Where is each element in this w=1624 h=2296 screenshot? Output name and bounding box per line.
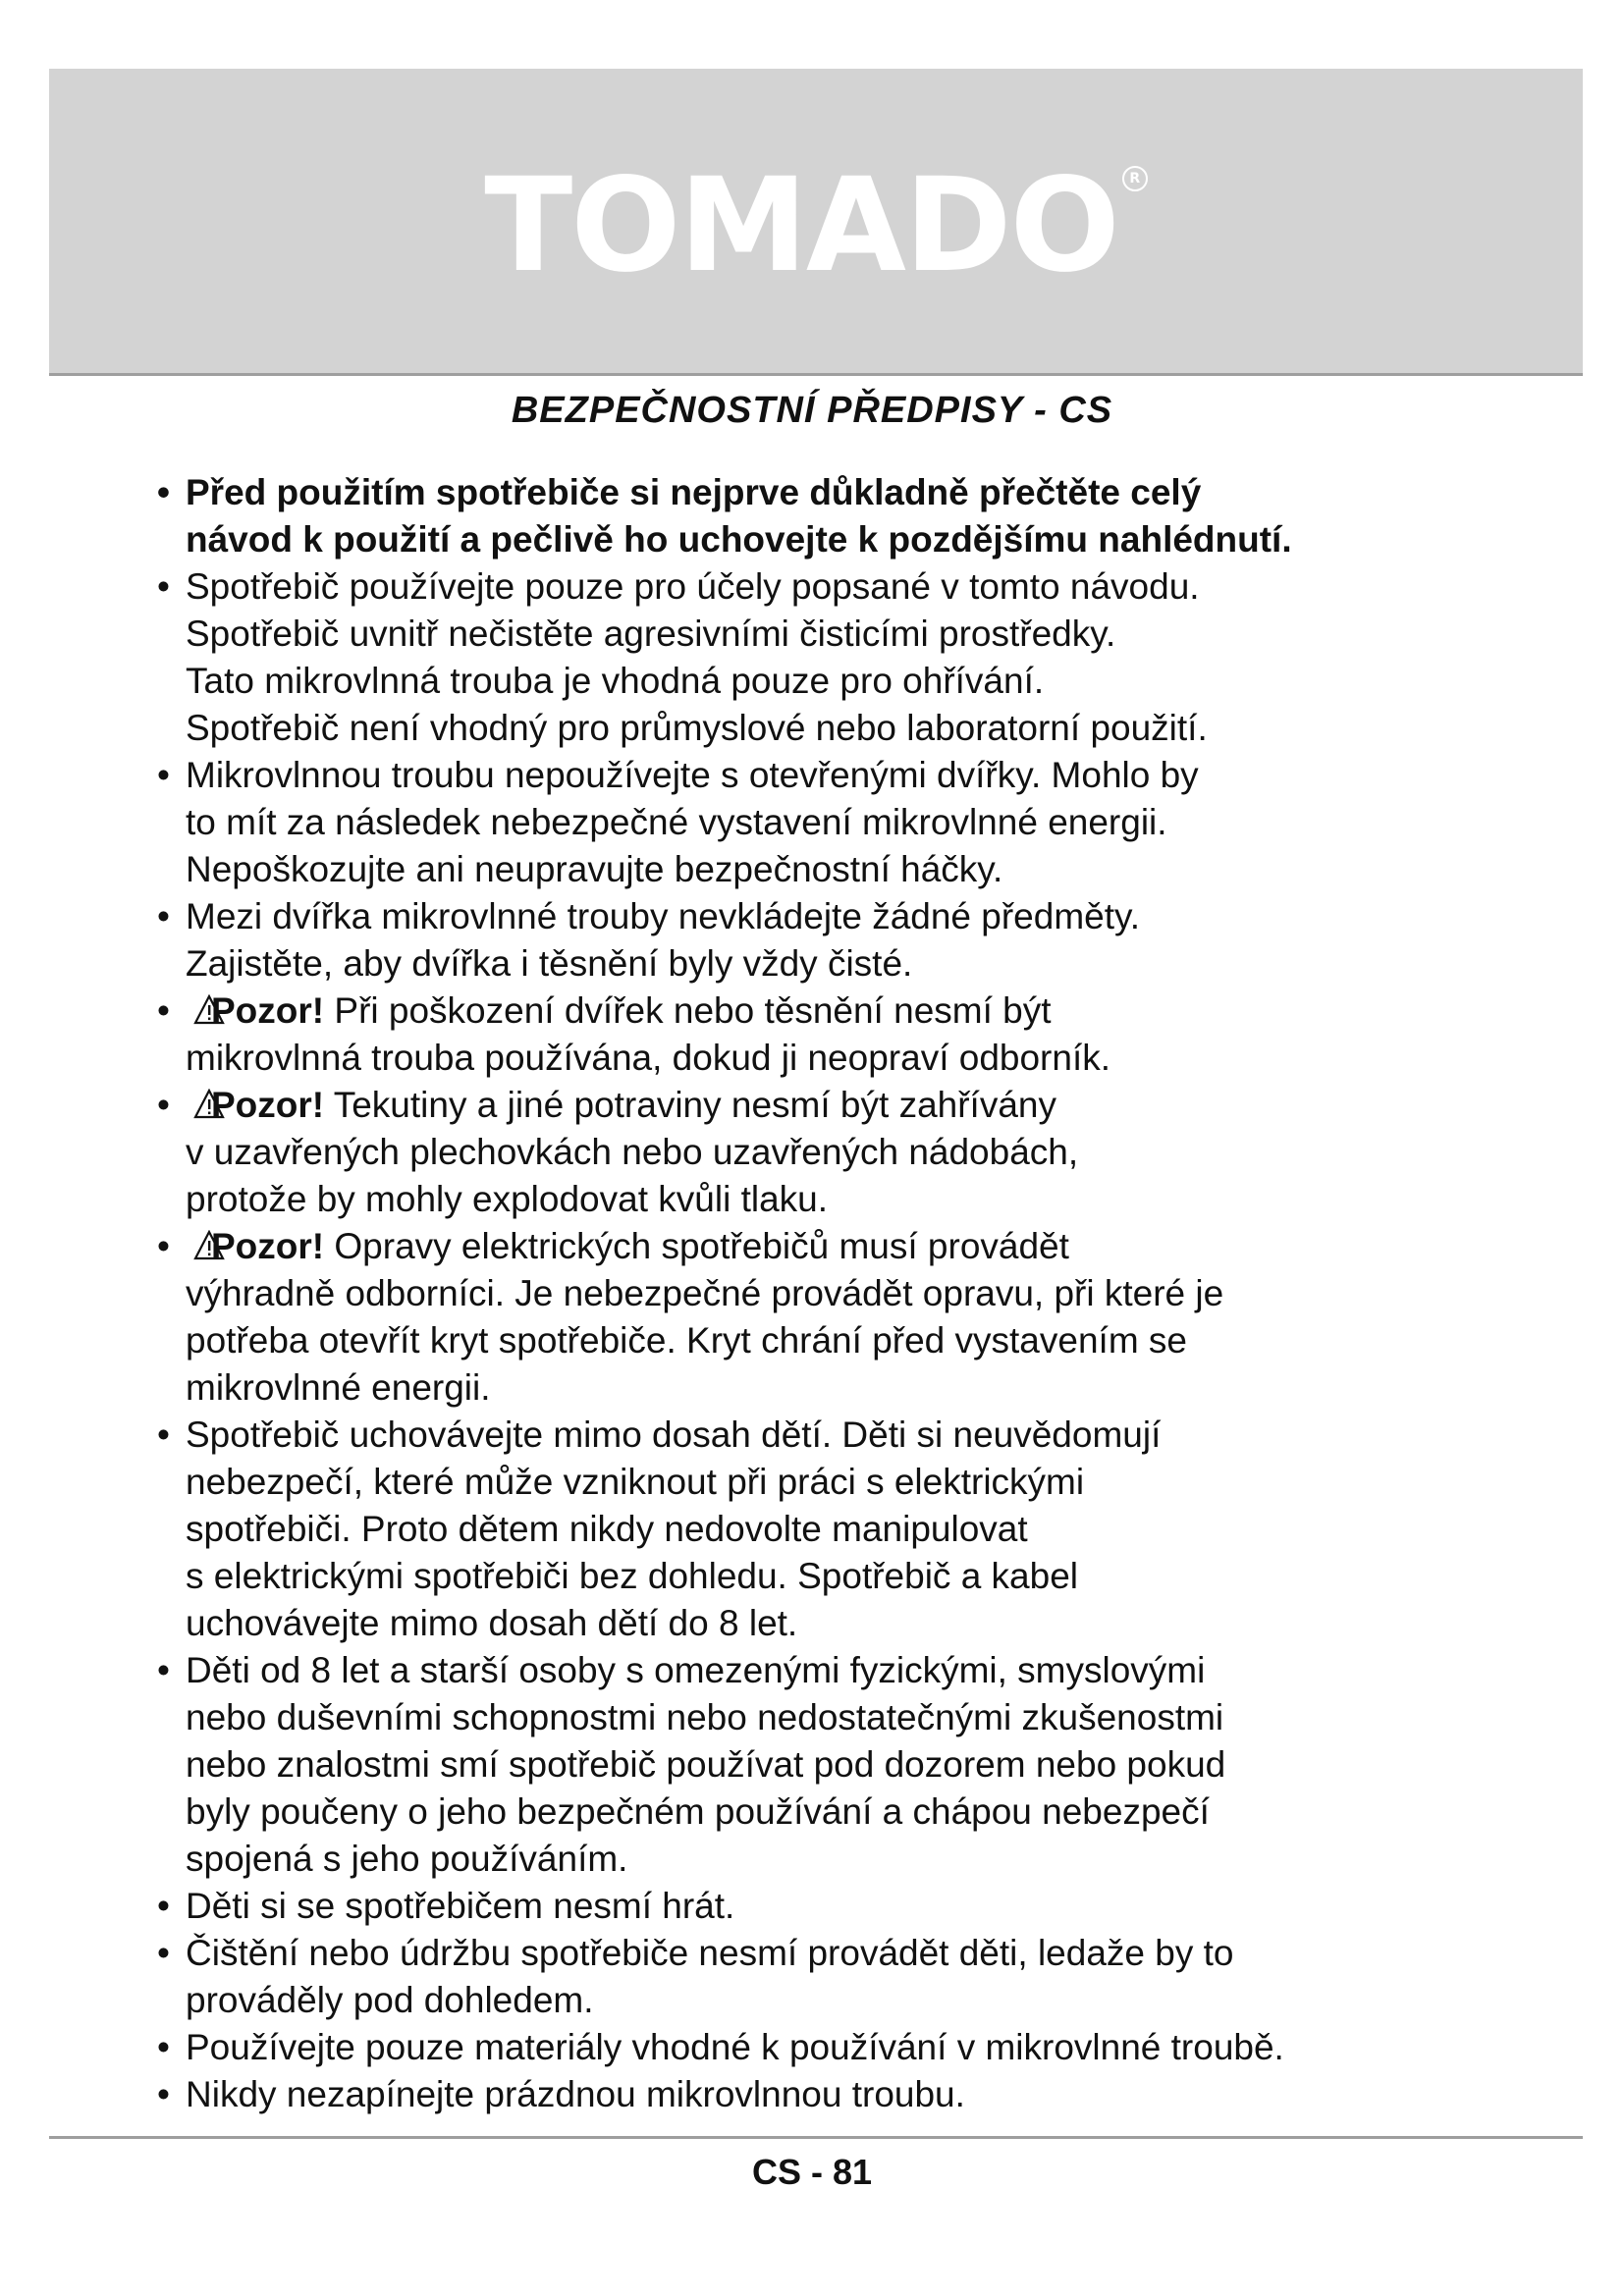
item-line: v uzavřených plechovkách nebo uzavřených nádobách, (186, 1132, 1079, 1172)
list-item (157, 469, 1532, 563)
bullet: • (157, 1650, 170, 1690)
list-item (157, 752, 1532, 893)
item-line: Zajistěte, aby dvířka i těsnění byly vždy čisté. (186, 943, 913, 984)
warning-list-item (157, 1223, 1532, 1412)
item-line: byly poučeny o jeho bezpečném používání a chápou nebezpečí (186, 1791, 1210, 1832)
item-line: prováděly pod dohledem. (186, 1980, 594, 2020)
brand-logo (49, 152, 1583, 299)
bullet: • (157, 1085, 170, 1125)
bullet: • (157, 472, 170, 512)
item-text: Při poškození dvířek nebo těsnění nesmí být (334, 990, 1052, 1031)
item-first-line (186, 1223, 1532, 1270)
item-line: nebo znalostmi smí spotřebič používat pod dozorem nebo pokud (186, 1744, 1226, 1785)
list-item (157, 2024, 1532, 2071)
warning-list-item (157, 988, 1532, 1082)
item-line: spotřebiči. Proto dětem nikdy nedovolte manipulovat (186, 1509, 1028, 1549)
item-line: s elektrickými spotřebiči bez dohledu. Spotřebič a kabel (186, 1556, 1079, 1596)
item-line: mikrovlnná trouba používána, dokud ji neopraví odborník. (186, 1038, 1111, 1078)
item-line: potřeba otevřít kryt spotřebiče. Kryt chrání před vystavením se (186, 1320, 1187, 1361)
warning-label: Pozor! (211, 1085, 325, 1125)
warning-list-item (157, 1082, 1532, 1223)
item-line: uchovávejte mimo dosah dětí do 8 let. (186, 1603, 798, 1643)
page-title: BEZPEČNOSTNÍ PŘEDPISY - CS (511, 390, 1113, 431)
safety-instructions-list (157, 469, 1532, 2118)
bullet: • (157, 1933, 170, 1973)
bullet: • (157, 1226, 170, 1266)
item-text: Opravy elektrických spotřebičů musí provádět (334, 1226, 1069, 1266)
item-line: Spotřebič uchovávejte mimo dosah dětí. Děti si neuvědomují (186, 1415, 1162, 1455)
warning-label: Pozor! (211, 1226, 325, 1266)
list-item (157, 2071, 1532, 2118)
item-line: to mít za následek nebezpečné vystavení mikrovlnné energii. (186, 802, 1167, 842)
item-line: Spotřebič používejte pouze pro účely popsané v tomto návodu. (186, 566, 1200, 607)
item-line: Používejte pouze materiály vhodné k používání v mikrovlnné troubě. (186, 2027, 1284, 2067)
item-line: Mikrovlnnou troubu nepoužívejte s otevřenými dvířky. Mohlo by (186, 755, 1199, 795)
bullet: • (157, 1886, 170, 1926)
item-line: Před použitím spotřebiče si nejprve důkladně přečtěte celý (186, 472, 1202, 512)
item-line: mikrovlnné energii. (186, 1367, 491, 1408)
item-line: nebezpečí, které může vzniknout při práci s elektrickými (186, 1462, 1085, 1502)
list-item (157, 1647, 1532, 1883)
list-item (157, 1412, 1532, 1647)
item-line: Mezi dvířka mikrovlnné trouby nevkládejte žádné předměty. (186, 896, 1141, 936)
bullet: • (157, 2027, 170, 2067)
item-line: protože by mohly explodovat kvůli tlaku. (186, 1179, 829, 1219)
item-line: Nikdy nezapínejte prázdnou mikrovlnnou troubu. (186, 2074, 965, 2114)
item-line: Spotřebič uvnitř nečistěte agresivními čisticími prostředky. (186, 614, 1116, 654)
registered-mark: R (1122, 166, 1148, 191)
list-item (157, 893, 1532, 988)
item-line: spojená s jeho používáním. (186, 1839, 628, 1879)
list-item (157, 563, 1532, 752)
list-item (157, 1930, 1532, 2024)
item-first-line (186, 1082, 1532, 1129)
brand-name: TOMADO (484, 150, 1118, 301)
bullet: • (157, 1415, 170, 1455)
warning-label: Pozor! (211, 990, 325, 1031)
item-line: Děti od 8 let a starší osoby s omezenými fyzickými, smyslovými (186, 1650, 1206, 1690)
item-line: Děti si se spotřebičem nesmí hrát. (186, 1886, 735, 1926)
item-text: Tekutiny a jiné potraviny nesmí být zahřívány (333, 1085, 1056, 1125)
bullet: • (157, 896, 170, 936)
item-line: návod k použití a pečlivě ho uchovejte k pozdějšímu nahlédnutí. (186, 519, 1292, 560)
footer-divider (49, 2136, 1583, 2139)
page-number: CS - 81 (751, 2152, 873, 2192)
item-first-line (186, 988, 1532, 1035)
header-band (49, 69, 1583, 376)
bullet: • (157, 990, 170, 1031)
item-line: Čištění nebo údržbu spotřebiče nesmí provádět děti, ledaže by to (186, 1933, 1234, 1973)
bullet: • (157, 566, 170, 607)
item-line: výhradně odborníci. Je nebezpečné provádět opravu, při které je (186, 1273, 1224, 1313)
bullet: • (157, 2074, 170, 2114)
item-line: Tato mikrovlnná trouba je vhodná pouze pro ohřívání. (186, 661, 1045, 701)
item-line: nebo duševními schopnostmi nebo nedostatečnými zkušenostmi (186, 1697, 1224, 1737)
item-line: Nepoškozujte ani neupravujte bezpečnostní háčky. (186, 849, 1003, 889)
list-item (157, 1883, 1532, 1930)
item-line: Spotřebič není vhodný pro průmyslové nebo laboratorní použití. (186, 708, 1208, 748)
bullet: • (157, 755, 170, 795)
